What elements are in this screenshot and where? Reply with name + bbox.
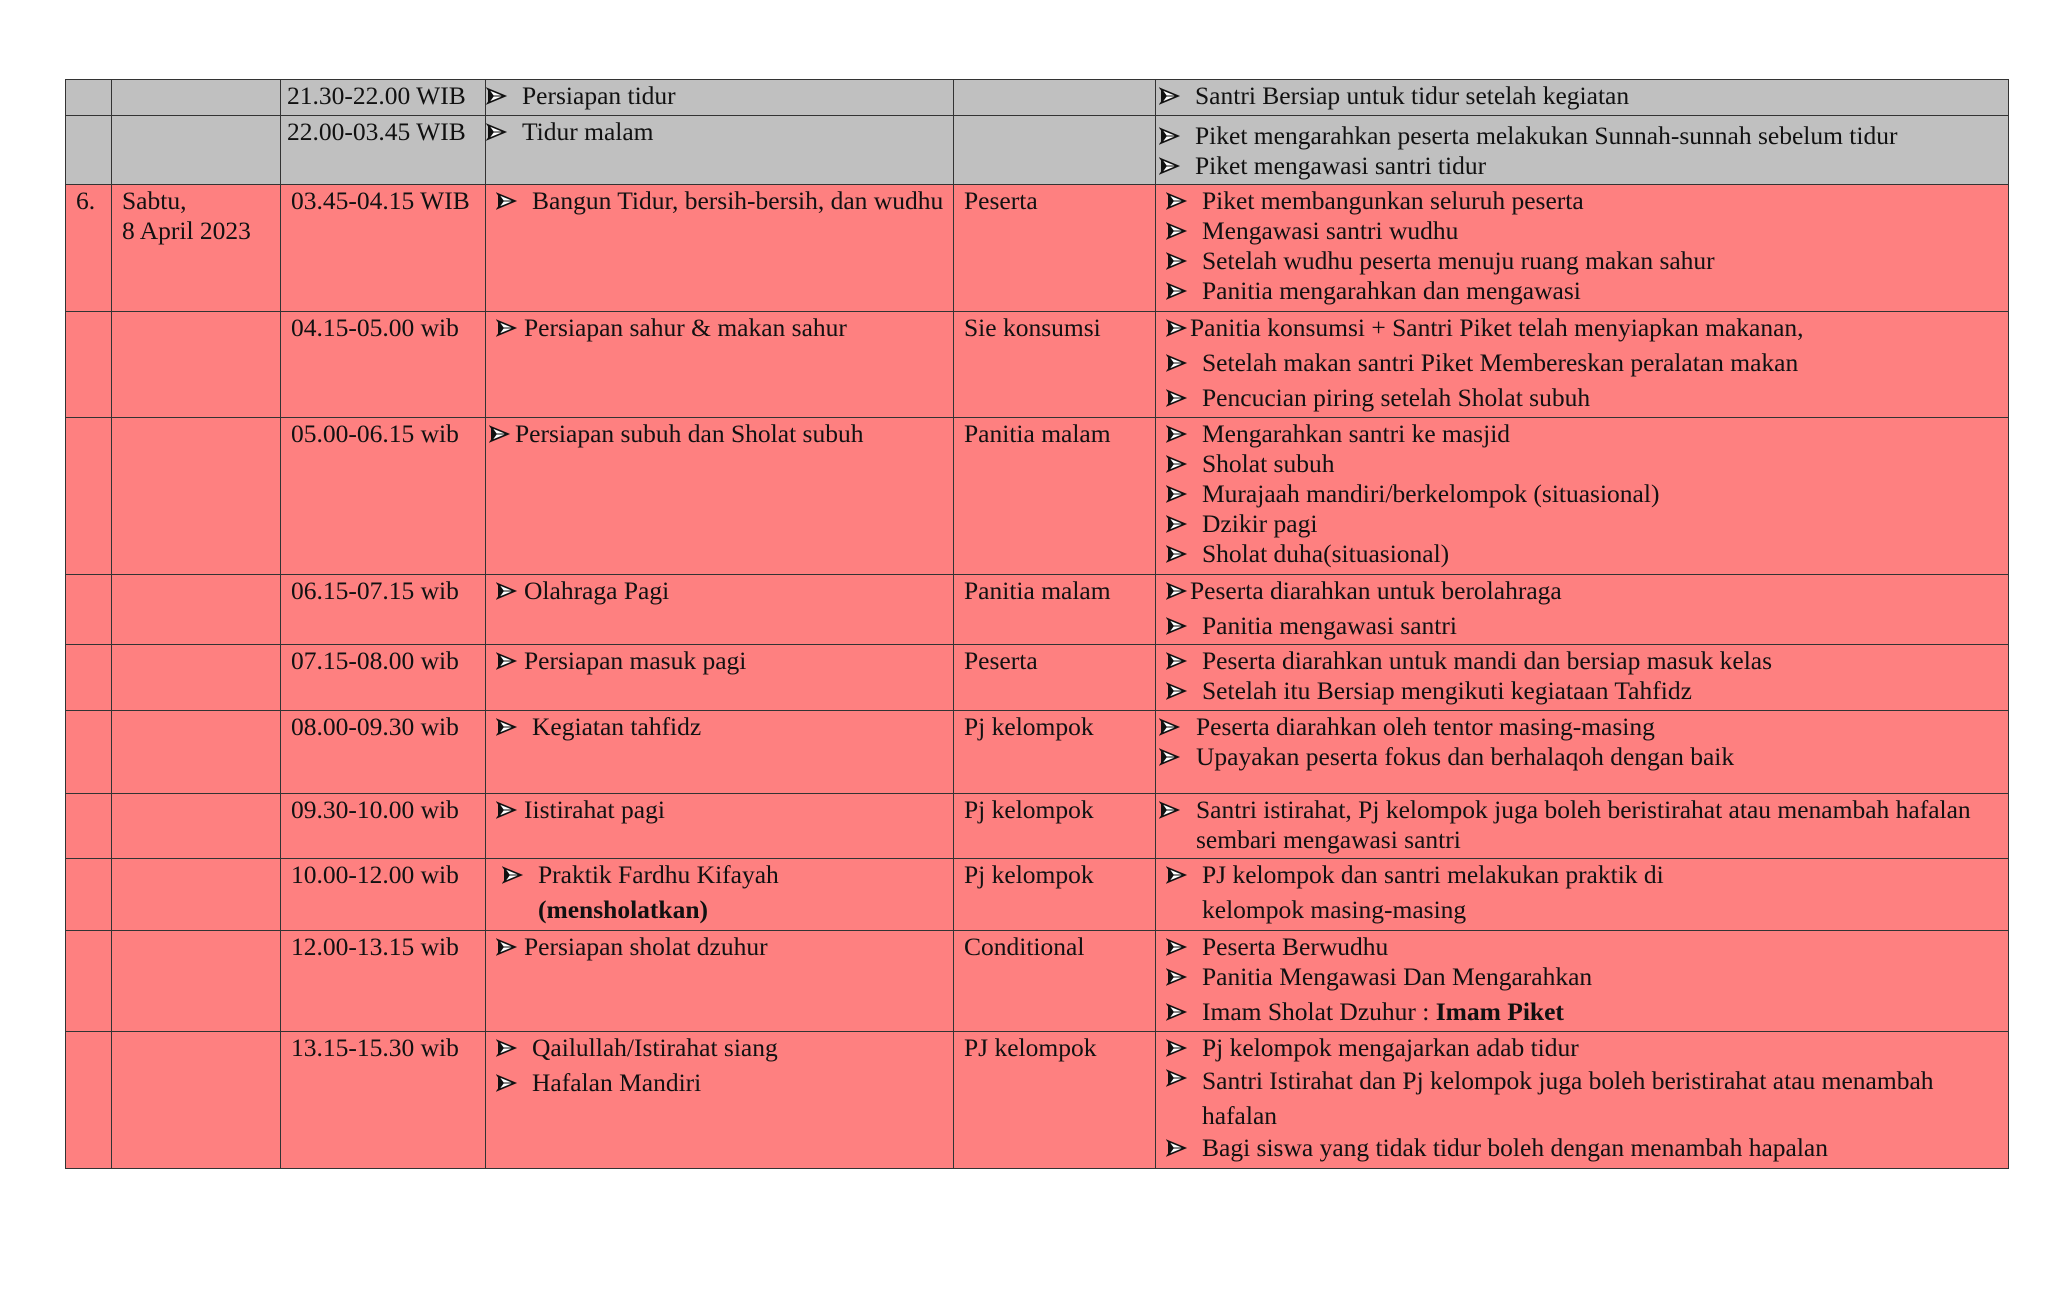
arrowhead-bullet-icon bbox=[1159, 151, 1183, 181]
activity-list bbox=[496, 576, 945, 606]
table-row bbox=[66, 116, 2009, 185]
activity-text: Tidur malam bbox=[522, 117, 654, 146]
list-item bbox=[1159, 742, 2000, 772]
activity-list bbox=[496, 313, 945, 343]
list-item bbox=[1166, 348, 2000, 378]
cell-notes bbox=[1156, 312, 2009, 418]
arrowhead-bullet-icon bbox=[1166, 932, 1190, 962]
cell-activity bbox=[486, 711, 954, 794]
list-item bbox=[1166, 1063, 2000, 1133]
arrowhead-bullet-icon bbox=[1166, 611, 1190, 641]
activity-list bbox=[502, 860, 945, 925]
cell-no bbox=[66, 859, 112, 931]
cell-pic bbox=[954, 80, 1156, 116]
note-text: Upayakan peserta fokus dan berhalaqoh dengan baik bbox=[1196, 742, 1735, 771]
cell-no bbox=[66, 931, 112, 1032]
cell-day bbox=[112, 312, 281, 418]
activity-list bbox=[496, 712, 945, 742]
note-text: Peserta Berwudhu bbox=[1202, 932, 1389, 961]
list-item bbox=[1166, 611, 2000, 641]
activity-list bbox=[486, 117, 945, 147]
list-item bbox=[1166, 962, 2000, 992]
list-item bbox=[1166, 216, 2000, 246]
cell-day bbox=[112, 116, 281, 185]
table-row bbox=[66, 312, 2009, 418]
list-item bbox=[496, 712, 945, 742]
list-item bbox=[1159, 795, 2000, 855]
cell-no bbox=[66, 645, 112, 711]
list-item bbox=[1166, 509, 2000, 539]
note-text: Setelah wudhu peserta menuju ruang makan sahur bbox=[1202, 246, 1715, 275]
cell-activity bbox=[486, 312, 954, 418]
list-item bbox=[502, 860, 945, 925]
list-item bbox=[1166, 419, 2000, 449]
cell-no bbox=[66, 575, 112, 645]
cell-notes bbox=[1156, 859, 2009, 931]
cell-pic: Pj kelompok bbox=[954, 794, 1156, 859]
note-text: Panitia mengawasi santri bbox=[1202, 611, 1457, 640]
cell-notes bbox=[1156, 80, 2009, 116]
cell-pic: Peserta bbox=[954, 645, 1156, 711]
note-text: Panitia mengarahkan dan mengawasi bbox=[1202, 276, 1581, 305]
cell-pic: Panitia malam bbox=[954, 418, 1156, 575]
list-item bbox=[486, 117, 945, 147]
arrowhead-bullet-icon bbox=[1166, 1133, 1190, 1163]
cell-activity bbox=[486, 575, 954, 645]
arrowhead-bullet-icon bbox=[1166, 676, 1190, 706]
table-row bbox=[66, 645, 2009, 711]
arrowhead-bullet-icon bbox=[1166, 1063, 1190, 1093]
list-item bbox=[1166, 576, 2000, 606]
list-item bbox=[489, 419, 945, 449]
note-text: Bagi siswa yang tidak tidur boleh dengan menambah hapalan bbox=[1202, 1133, 1828, 1162]
arrowhead-bullet-icon bbox=[1166, 383, 1190, 413]
arrowhead-bullet-icon bbox=[486, 81, 510, 111]
activity-text: Qailullah/Istirahat siang bbox=[532, 1033, 778, 1062]
note-text: Santri Istirahat dan Pj kelompok juga boleh beristirahat atau menambah hafalan bbox=[1202, 1066, 1934, 1130]
cell-time: 12.00-13.15 wib bbox=[281, 931, 486, 1032]
arrowhead-bullet-icon bbox=[496, 712, 520, 742]
activity-text: Persiapan masuk pagi bbox=[524, 646, 747, 675]
cell-activity bbox=[486, 931, 954, 1032]
notes-list bbox=[1159, 121, 2000, 181]
notes-list bbox=[1166, 1033, 2000, 1163]
activity-list bbox=[496, 932, 945, 962]
note-text: Imam Sholat Dzuhur : bbox=[1202, 997, 1436, 1026]
cell-pic: Panitia malam bbox=[954, 575, 1156, 645]
cell-time: 13.15-15.30 wib bbox=[281, 1032, 486, 1169]
cell-notes bbox=[1156, 185, 2009, 312]
cell-no bbox=[66, 116, 112, 185]
cell-notes bbox=[1156, 575, 2009, 645]
note-text: Peserta diarahkan untuk berolahraga bbox=[1190, 576, 1562, 605]
table-row bbox=[66, 418, 2009, 575]
note-text: Mengarahkan santri ke masjid bbox=[1202, 419, 1511, 448]
list-item bbox=[1159, 151, 2000, 181]
cell-time: 03.45-04.15 WIB bbox=[281, 185, 486, 312]
cell-notes bbox=[1156, 711, 2009, 794]
cell-day bbox=[112, 794, 281, 859]
cell-time: 06.15-07.15 wib bbox=[281, 575, 486, 645]
cell-notes bbox=[1156, 116, 2009, 185]
list-item bbox=[1166, 186, 2000, 216]
arrowhead-bullet-icon bbox=[1166, 509, 1190, 539]
arrowhead-bullet-icon bbox=[496, 186, 520, 216]
cell-no: 6. bbox=[66, 185, 112, 312]
note-text: Santri istirahat, Pj kelompok juga boleh beristirahat atau menambah hafalan sembari mengawasi santri bbox=[1196, 795, 1971, 854]
list-item bbox=[496, 186, 945, 216]
cell-pic: Pj kelompok bbox=[954, 859, 1156, 931]
cell-time: 05.00-06.15 wib bbox=[281, 418, 486, 575]
cell-activity bbox=[486, 185, 954, 312]
arrowhead-bullet-icon bbox=[1159, 81, 1183, 111]
note-bold-text: Imam Piket bbox=[1435, 997, 1564, 1026]
arrowhead-bullet-icon bbox=[489, 419, 513, 449]
arrowhead-bullet-icon bbox=[1166, 1033, 1190, 1063]
activity-list bbox=[489, 419, 945, 449]
date-label: 8 April 2023 bbox=[122, 216, 251, 245]
cell-notes bbox=[1156, 418, 2009, 575]
note-text: Setelah makan santri Piket Membereskan peralatan makan bbox=[1202, 348, 1799, 377]
list-item bbox=[496, 932, 945, 962]
activity-list bbox=[486, 81, 945, 111]
list-item bbox=[496, 1033, 945, 1063]
note-text: Peserta diarahkan oleh tentor masing-masing bbox=[1196, 712, 1655, 741]
arrowhead-bullet-icon bbox=[1166, 576, 1190, 606]
activity-text: Praktik Fardhu Kifayah bbox=[538, 860, 779, 889]
arrowhead-bullet-icon bbox=[1159, 121, 1183, 151]
list-item bbox=[1166, 932, 2000, 962]
schedule-table bbox=[65, 79, 2009, 1169]
list-item bbox=[1166, 676, 2000, 706]
arrowhead-bullet-icon bbox=[502, 860, 526, 890]
note-text: Piket mengarahkan peserta melakukan Sunnah-sunnah sebelum tidur bbox=[1195, 121, 1898, 150]
note-text: Panitia Mengawasi Dan Mengarahkan bbox=[1202, 962, 1593, 991]
note-text: Sholat subuh bbox=[1202, 449, 1335, 478]
activity-bold-text: (mensholatkan) bbox=[538, 895, 709, 924]
note-text: Murajaah mandiri/berkelompok (situasional) bbox=[1202, 479, 1660, 508]
note-text: Dzikir pagi bbox=[1202, 509, 1318, 538]
cell-activity bbox=[486, 1032, 954, 1169]
notes-list bbox=[1166, 576, 2000, 641]
activity-list bbox=[496, 186, 945, 216]
arrowhead-bullet-icon bbox=[486, 117, 510, 147]
list-item bbox=[1159, 121, 2000, 151]
notes-list bbox=[1166, 932, 2000, 1027]
cell-activity bbox=[486, 418, 954, 575]
arrowhead-bullet-icon bbox=[1166, 449, 1190, 479]
arrowhead-bullet-icon bbox=[1166, 348, 1190, 378]
cell-time: 08.00-09.30 wib bbox=[281, 711, 486, 794]
activity-text: Persiapan sholat dzuhur bbox=[524, 932, 768, 961]
cell-activity bbox=[486, 859, 954, 931]
list-item bbox=[1166, 1033, 2000, 1063]
cell-time: 10.00-12.00 wib bbox=[281, 859, 486, 931]
arrowhead-bullet-icon bbox=[1166, 539, 1190, 569]
list-item bbox=[1166, 449, 2000, 479]
cell-day bbox=[112, 185, 281, 312]
list-item bbox=[496, 313, 945, 343]
arrowhead-bullet-icon bbox=[496, 795, 520, 825]
cell-day bbox=[112, 931, 281, 1032]
note-text: Mengawasi santri wudhu bbox=[1202, 216, 1459, 245]
cell-day bbox=[112, 80, 281, 116]
note-text: Pj kelompok mengajarkan adab tidur bbox=[1202, 1033, 1579, 1062]
cell-pic: Conditional bbox=[954, 931, 1156, 1032]
note-text: Piket mengawasi santri tidur bbox=[1195, 151, 1487, 180]
cell-no bbox=[66, 80, 112, 116]
cell-no bbox=[66, 711, 112, 794]
activity-list bbox=[496, 646, 945, 676]
list-item bbox=[1166, 539, 2000, 569]
arrowhead-bullet-icon bbox=[1166, 479, 1190, 509]
arrowhead-bullet-icon bbox=[496, 576, 520, 606]
note-text: Peserta diarahkan untuk mandi dan bersiap masuk kelas bbox=[1202, 646, 1773, 675]
notes-list bbox=[1166, 313, 2000, 413]
arrowhead-bullet-icon bbox=[1166, 962, 1190, 992]
cell-pic bbox=[954, 116, 1156, 185]
cell-day bbox=[112, 859, 281, 931]
arrowhead-bullet-icon bbox=[1166, 860, 1190, 890]
notes-list bbox=[1159, 795, 2000, 855]
arrowhead-bullet-icon bbox=[1166, 276, 1190, 306]
list-item bbox=[496, 795, 945, 825]
note-text: Panitia konsumsi + Santri Piket telah menyiapkan makanan, bbox=[1190, 313, 1804, 342]
list-item bbox=[1166, 997, 2000, 1027]
table-row bbox=[66, 931, 2009, 1032]
note-text: Santri Bersiap untuk tidur setelah kegiatan bbox=[1195, 81, 1630, 110]
note-text: Setelah itu Bersiap mengikuti kegiataan Tahfidz bbox=[1202, 676, 1692, 705]
table-row bbox=[66, 794, 2009, 859]
list-item bbox=[1166, 246, 2000, 276]
note-text: PJ kelompok dan santri melakukan praktik di kelompok masing-masing bbox=[1202, 860, 1664, 924]
list-item bbox=[496, 1068, 945, 1098]
cell-activity bbox=[486, 116, 954, 185]
cell-pic: Peserta bbox=[954, 185, 1156, 312]
activity-text: Iistirahat pagi bbox=[524, 795, 665, 824]
table-row bbox=[66, 711, 2009, 794]
activity-list bbox=[496, 795, 945, 825]
list-item bbox=[1166, 857, 2000, 927]
arrowhead-bullet-icon bbox=[1159, 742, 1183, 772]
cell-no bbox=[66, 418, 112, 575]
cell-day bbox=[112, 645, 281, 711]
cell-time: 21.30-22.00 WIB bbox=[281, 80, 486, 116]
day-label: Sabtu, bbox=[122, 186, 187, 215]
table-row bbox=[66, 1032, 2009, 1169]
cell-pic: Pj kelompok bbox=[954, 711, 1156, 794]
cell-day bbox=[112, 711, 281, 794]
list-item bbox=[1159, 712, 2000, 742]
arrowhead-bullet-icon bbox=[1166, 186, 1190, 216]
cell-no bbox=[66, 1032, 112, 1169]
list-item bbox=[1166, 383, 2000, 413]
notes-list bbox=[1166, 419, 2000, 569]
cell-no bbox=[66, 312, 112, 418]
cell-day bbox=[112, 1032, 281, 1169]
cell-activity bbox=[486, 645, 954, 711]
arrowhead-bullet-icon bbox=[496, 932, 520, 962]
activity-text: Hafalan Mandiri bbox=[532, 1068, 702, 1097]
list-item bbox=[1166, 479, 2000, 509]
cell-notes bbox=[1156, 645, 2009, 711]
cell-no bbox=[66, 794, 112, 859]
note-text: Sholat duha(situasional) bbox=[1202, 539, 1450, 568]
arrowhead-bullet-icon bbox=[1166, 246, 1190, 276]
activity-text: Olahraga Pagi bbox=[524, 576, 670, 605]
activity-list bbox=[496, 1033, 945, 1098]
cell-day bbox=[112, 575, 281, 645]
activity-text: Persiapan tidur bbox=[522, 81, 676, 110]
activity-text: Persiapan sahur & makan sahur bbox=[524, 313, 847, 342]
cell-time: 22.00-03.45 WIB bbox=[281, 116, 486, 185]
notes-list bbox=[1166, 186, 2000, 306]
table-row bbox=[66, 185, 2009, 312]
cell-time: 04.15-05.00 wib bbox=[281, 312, 486, 418]
note-text: Piket membangunkan seluruh peserta bbox=[1202, 186, 1584, 215]
list-item bbox=[486, 81, 945, 111]
arrowhead-bullet-icon bbox=[1166, 997, 1190, 1027]
cell-notes bbox=[1156, 794, 2009, 859]
note-text: Pencucian piring setelah Sholat subuh bbox=[1202, 383, 1591, 412]
arrowhead-bullet-icon bbox=[496, 1068, 520, 1098]
list-item bbox=[1159, 81, 2000, 111]
activity-text: Kegiatan tahfidz bbox=[532, 712, 702, 741]
table-row bbox=[66, 80, 2009, 116]
cell-pic: Sie konsumsi bbox=[954, 312, 1156, 418]
cell-time: 09.30-10.00 wib bbox=[281, 794, 486, 859]
list-item bbox=[496, 646, 945, 676]
notes-list bbox=[1166, 857, 2000, 927]
list-item bbox=[1166, 313, 2000, 343]
arrowhead-bullet-icon bbox=[1166, 216, 1190, 246]
list-item bbox=[1166, 1133, 2000, 1163]
cell-notes bbox=[1156, 1032, 2009, 1169]
table-row bbox=[66, 575, 2009, 645]
cell-activity bbox=[486, 80, 954, 116]
arrowhead-bullet-icon bbox=[496, 1033, 520, 1063]
activity-text: Persiapan subuh dan Sholat subuh bbox=[515, 419, 864, 448]
cell-day bbox=[112, 418, 281, 575]
arrowhead-bullet-icon bbox=[1159, 712, 1183, 742]
cell-pic: PJ kelompok bbox=[954, 1032, 1156, 1169]
arrowhead-bullet-icon bbox=[496, 313, 520, 343]
arrowhead-bullet-icon bbox=[1159, 795, 1183, 825]
list-item bbox=[1166, 646, 2000, 676]
cell-activity bbox=[486, 794, 954, 859]
activity-text: Bangun Tidur, bersih-bersih, dan wudhu bbox=[532, 186, 944, 215]
notes-list bbox=[1159, 81, 2000, 111]
notes-list bbox=[1159, 712, 2000, 772]
arrowhead-bullet-icon bbox=[496, 646, 520, 676]
arrowhead-bullet-icon bbox=[1166, 419, 1190, 449]
cell-time: 07.15-08.00 wib bbox=[281, 645, 486, 711]
cell-notes bbox=[1156, 931, 2009, 1032]
arrowhead-bullet-icon bbox=[1166, 646, 1190, 676]
notes-list bbox=[1166, 646, 2000, 706]
list-item bbox=[496, 576, 945, 606]
list-item bbox=[1166, 276, 2000, 306]
arrowhead-bullet-icon bbox=[1166, 313, 1190, 343]
table-row bbox=[66, 859, 2009, 931]
